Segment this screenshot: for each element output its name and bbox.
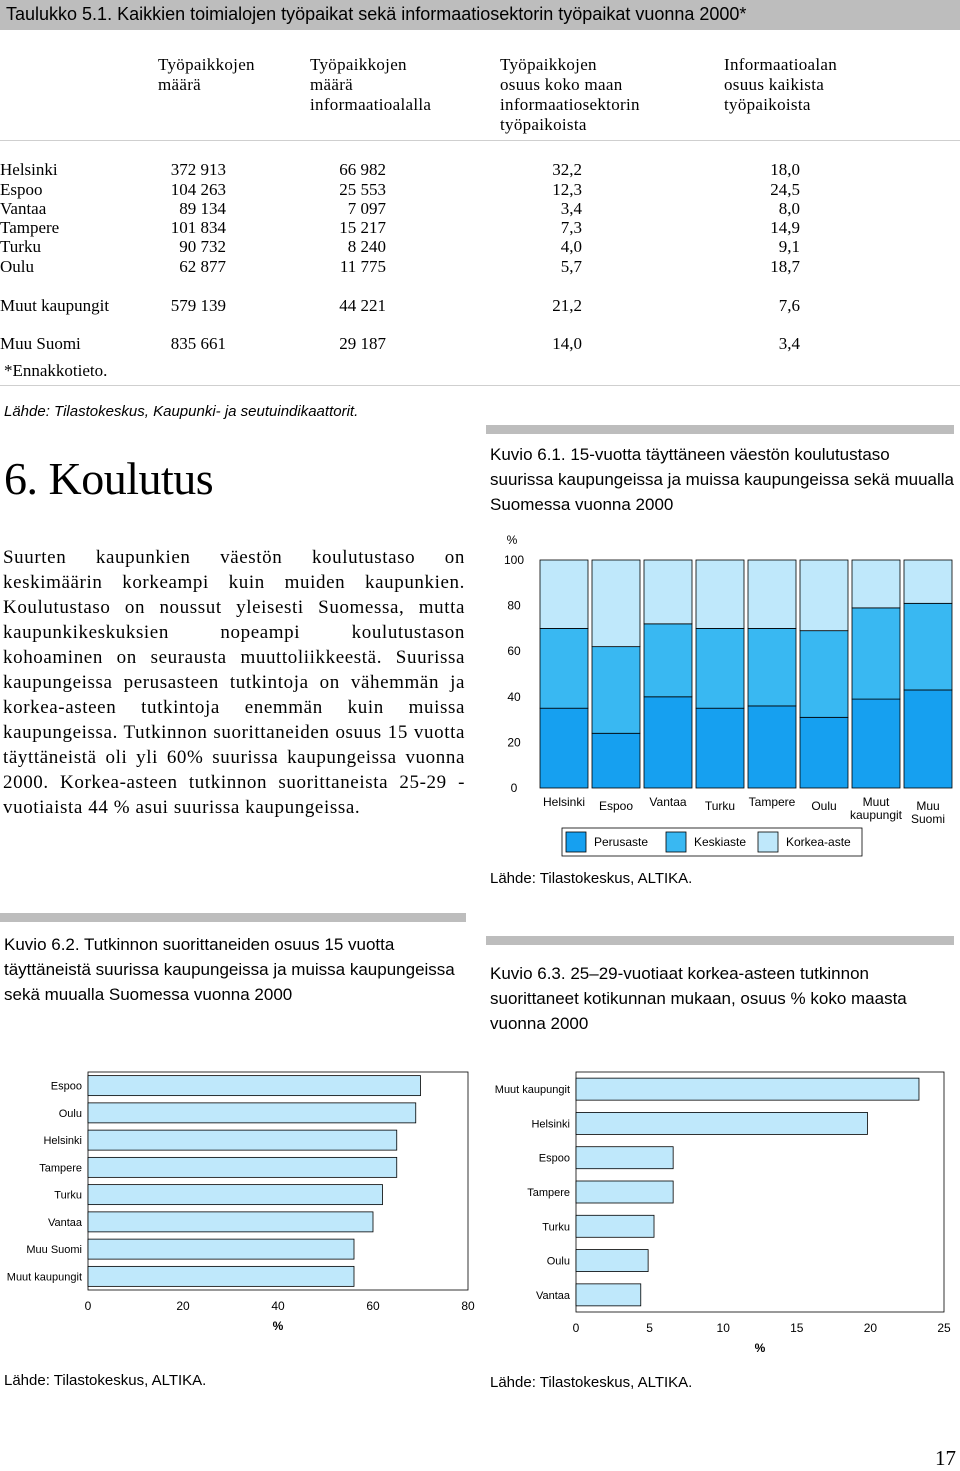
x-tick-label: 0 bbox=[84, 1299, 92, 1313]
x-tick-label: Muut bbox=[862, 795, 890, 809]
table-cell: 7,6 bbox=[778, 296, 800, 315]
table-divider bbox=[0, 140, 960, 141]
table-cell: 62 877 bbox=[179, 257, 226, 276]
x-tick-label: 10 bbox=[716, 1321, 730, 1335]
x-tick-label: 20 bbox=[176, 1299, 190, 1313]
figure3-chart bbox=[486, 1062, 960, 1358]
y-tick-label: Oulu bbox=[546, 1255, 570, 1268]
bar bbox=[88, 1212, 373, 1232]
x-tick-label: 15 bbox=[790, 1321, 804, 1335]
y-tick-label: Turku bbox=[54, 1189, 82, 1202]
table-cell: 15 217 bbox=[339, 218, 386, 237]
bar-keskiaste bbox=[852, 608, 900, 699]
section-heading: 6. Koulutus bbox=[4, 453, 214, 504]
figure1-chart bbox=[486, 528, 958, 862]
table-cell: 7 097 bbox=[347, 199, 386, 218]
table-cell: 3,4 bbox=[778, 334, 800, 353]
table-source: Lähde: Tilastokeskus, Kaupunki- ja seutuindikaattorit. bbox=[4, 403, 359, 420]
bar bbox=[576, 1181, 673, 1203]
legend-swatch bbox=[566, 832, 586, 852]
table-cell: 24,5 bbox=[770, 180, 800, 199]
legend-swatch bbox=[758, 832, 778, 852]
bar bbox=[88, 1157, 397, 1177]
table-row bbox=[0, 257, 960, 277]
y-tick-label: Vantaa bbox=[47, 1216, 82, 1229]
table-header-share-all: Informaatioalan osuus kaikista työpaikoista bbox=[724, 55, 838, 114]
x-tick-label: Helsinki bbox=[542, 795, 586, 809]
bar bbox=[88, 1076, 421, 1096]
table-row-label: Helsinki bbox=[0, 160, 58, 179]
y-tick-label: Oulu bbox=[58, 1107, 82, 1120]
table-cell: 8,0 bbox=[778, 199, 800, 218]
bar-korkea-aste bbox=[748, 560, 796, 628]
y-tick-label: Vantaa bbox=[535, 1289, 570, 1302]
bar bbox=[576, 1250, 648, 1272]
y-tick-label: Muut kaupungit bbox=[494, 1084, 570, 1097]
table-cell: 44 221 bbox=[339, 296, 386, 315]
figure2-top-rule bbox=[0, 913, 466, 922]
x-tick-label: 5 bbox=[646, 1321, 653, 1335]
y-tick-label: 0 bbox=[510, 781, 518, 795]
table-cell: 5,7 bbox=[560, 257, 582, 276]
table-cell: 8 240 bbox=[347, 237, 386, 256]
bar-perusaste bbox=[540, 708, 588, 788]
table-cell: 835 661 bbox=[170, 334, 226, 353]
bar bbox=[576, 1147, 673, 1169]
x-tick-label: Suomi bbox=[910, 812, 946, 826]
x-tick-label: 0 bbox=[572, 1321, 580, 1335]
y-tick-label: 60 bbox=[507, 644, 521, 659]
y-tick-label: 100 bbox=[503, 553, 525, 567]
table-cell: 579 139 bbox=[170, 296, 226, 315]
legend-label: Korkea-aste bbox=[786, 835, 851, 849]
table-cell: 372 913 bbox=[170, 160, 226, 179]
bar-keskiaste bbox=[748, 628, 796, 706]
y-tick-label: Tampere bbox=[527, 1187, 570, 1199]
bar-korkea-aste bbox=[696, 560, 744, 628]
bar-perusaste bbox=[644, 697, 692, 788]
bar bbox=[88, 1239, 354, 1259]
table-cell: 18,0 bbox=[770, 160, 800, 179]
bar-perusaste bbox=[592, 733, 640, 788]
x-tick-label: Espoo bbox=[598, 799, 634, 813]
y-tick-label: 20 bbox=[507, 735, 521, 750]
y-tick-label: Espoo bbox=[50, 1080, 82, 1093]
bar-korkea-aste bbox=[644, 560, 692, 624]
table-row-label: Tampere bbox=[0, 218, 60, 237]
y-tick-label: Espoo bbox=[538, 1152, 570, 1165]
bar-perusaste bbox=[696, 708, 744, 788]
table-row bbox=[0, 218, 960, 238]
y-tick-label: Muut kaupungit bbox=[6, 1271, 82, 1284]
x-axis-label: % bbox=[272, 1319, 284, 1333]
table-cell: 21,2 bbox=[552, 296, 582, 315]
bar-keskiaste bbox=[540, 628, 588, 708]
figure3-caption: Kuvio 6.3. 25–29-vuotiaat korkea-asteen tutkinnon suorittaneet kotikunnan mukaan, osuus % koko maasta vuonna 2000 bbox=[490, 964, 907, 1033]
x-tick-label: kaupungit bbox=[849, 808, 903, 822]
table-cell: 32,2 bbox=[552, 160, 582, 179]
bar-korkea-aste bbox=[852, 560, 900, 608]
table-cell: 90 732 bbox=[179, 237, 226, 256]
bar bbox=[88, 1130, 397, 1150]
bar bbox=[576, 1284, 641, 1306]
x-tick-label: Vantaa bbox=[649, 795, 687, 809]
figure1-source: Lähde: Tilastokeskus, ALTIKA. bbox=[490, 870, 693, 887]
table-cell: 104 263 bbox=[170, 180, 226, 199]
x-tick-label: Muu bbox=[916, 799, 940, 813]
legend-swatch bbox=[666, 832, 686, 852]
figure1-top-rule bbox=[486, 425, 954, 434]
figure3-top-rule bbox=[486, 936, 954, 945]
table-cell: 89 134 bbox=[179, 199, 226, 218]
table-cell: 12,3 bbox=[552, 180, 582, 199]
x-tick-label: 20 bbox=[863, 1321, 878, 1335]
table-row bbox=[0, 334, 960, 354]
y-tick-label: Helsinki bbox=[43, 1135, 82, 1148]
x-tick-label: 25 bbox=[937, 1321, 951, 1335]
table-cell: 29 187 bbox=[339, 334, 386, 353]
x-tick-label: 60 bbox=[366, 1299, 380, 1313]
table-cell: 14,0 bbox=[552, 334, 582, 353]
bar-keskiaste bbox=[800, 631, 848, 718]
x-tick-label: 40 bbox=[271, 1299, 285, 1313]
bar-keskiaste bbox=[592, 647, 640, 734]
bar-korkea-aste bbox=[800, 560, 848, 631]
table-cell: 7,3 bbox=[560, 218, 582, 237]
bar-keskiaste bbox=[696, 628, 744, 708]
table-row bbox=[0, 296, 960, 316]
bar bbox=[576, 1078, 919, 1100]
bar bbox=[88, 1103, 416, 1123]
page-number: 17 bbox=[935, 1446, 956, 1470]
table-row bbox=[0, 180, 960, 200]
bar-keskiaste bbox=[904, 603, 952, 690]
table-cell: 14,9 bbox=[770, 218, 800, 237]
bar bbox=[576, 1215, 654, 1237]
figure2-source: Lähde: Tilastokeskus, ALTIKA. bbox=[4, 1372, 207, 1389]
section-body-text: Suurten kaupunkien väestön koulutustaso on keskimäärin korkeampi kuin muiden kaupunkien. Koulutustaso on noussut yleisesti Suomessa, mutta kaupunkikeskuksien nopeampi koulutustason kohoaminen on seurausta muuttoliikkeestä. Suurissa kaupungeissa perusasteen tutkintoja on vähemmän ja korkea-asteen tutkintoja enemmän kuin muissa kaupungeissa. Tutkinnon suorittaneiden osuus 15 vuotta täyttäneistä oli yli 60% suurissa kaupungeissa vuonna 2000. Korkea-asteen tutkinnon suorittaneista 25-29 -vuotiaista 44 % asui suurissa kaupungeissa. bbox=[3, 547, 465, 818]
x-tick-label: Tampere bbox=[748, 795, 796, 809]
legend-label: Keskiaste bbox=[694, 835, 747, 849]
y-axis-label: % bbox=[506, 533, 518, 547]
table-cell: 18,7 bbox=[770, 257, 800, 276]
bar-perusaste bbox=[852, 699, 900, 788]
table-header-jobs: Työpaikkojen määrä bbox=[158, 55, 255, 94]
y-tick-label: 40 bbox=[507, 689, 521, 704]
table-cell: 66 982 bbox=[339, 160, 386, 179]
legend-label: Perusaste bbox=[594, 835, 649, 849]
table-header-info-jobs: Työpaikkojen määrä informaatioalalla bbox=[310, 55, 432, 114]
table-row bbox=[0, 237, 960, 257]
table-cell: 101 834 bbox=[170, 218, 226, 237]
figure2-caption: Kuvio 6.2. Tutkinnon suorittaneiden osuus 15 vuotta täyttäneistä suurissa kaupungeissa ja muissa kaupungeissa sekä muualla Suomessa vuonna 2000 bbox=[4, 935, 455, 1004]
table-cell: 4,0 bbox=[560, 237, 582, 256]
table-row-label: Oulu bbox=[0, 257, 34, 276]
table-row-label: Espoo bbox=[0, 180, 43, 199]
table-title: Taulukko 5.1. Kaikkien toimialojen työpaikat sekä informaatiosektorin työpaikat vuonna 2000* bbox=[6, 4, 747, 24]
y-tick-label: 80 bbox=[507, 598, 521, 613]
bar-korkea-aste bbox=[592, 560, 640, 647]
table-row bbox=[0, 199, 960, 219]
table-row-label: Vantaa bbox=[0, 199, 47, 218]
y-tick-label: Muu Suomi bbox=[26, 1244, 82, 1257]
y-tick-label: Turku bbox=[542, 1221, 570, 1234]
bar-korkea-aste bbox=[540, 560, 588, 628]
bar-perusaste bbox=[800, 717, 848, 788]
bar-perusaste bbox=[904, 690, 952, 788]
table-footnote: *Ennakkotieto. bbox=[4, 361, 108, 380]
table-cell: 3,4 bbox=[560, 199, 582, 218]
bar-keskiaste bbox=[644, 624, 692, 697]
x-tick-label: 80 bbox=[461, 1299, 475, 1313]
table-header-share-info: Työpaikkojen osuus koko maan informaatiosektorin työpaikoista bbox=[500, 55, 640, 134]
x-tick-label: Turku bbox=[704, 799, 736, 813]
figure3-source: Lähde: Tilastokeskus, ALTIKA. bbox=[490, 1374, 693, 1391]
y-tick-label: Helsinki bbox=[531, 1118, 570, 1131]
table-cell: 11 775 bbox=[339, 257, 386, 276]
x-axis-label: % bbox=[754, 1341, 766, 1355]
bar bbox=[576, 1112, 867, 1134]
table-divider bbox=[0, 385, 960, 386]
figure1-caption: Kuvio 6.1. 15-vuotta täyttäneen väestön koulutustaso suurissa kaupungeissa ja muissa kaupungeissa sekä muualla Suomessa vuonna 2000 bbox=[490, 445, 954, 514]
bar-perusaste bbox=[748, 706, 796, 788]
table-row-label: Muut kaupungit bbox=[0, 296, 110, 315]
table-row-label: Turku bbox=[0, 237, 41, 256]
table-cell: 9,1 bbox=[778, 237, 800, 256]
bar bbox=[88, 1266, 354, 1286]
table-cell: 25 553 bbox=[339, 180, 386, 199]
table-row bbox=[0, 160, 960, 180]
table-row-label: Muu Suomi bbox=[0, 334, 81, 353]
bar-korkea-aste bbox=[904, 560, 952, 603]
bar bbox=[88, 1185, 383, 1205]
figure2-chart bbox=[0, 1062, 480, 1342]
y-tick-label: Tampere bbox=[39, 1162, 82, 1175]
x-tick-label: Oulu bbox=[811, 799, 837, 813]
